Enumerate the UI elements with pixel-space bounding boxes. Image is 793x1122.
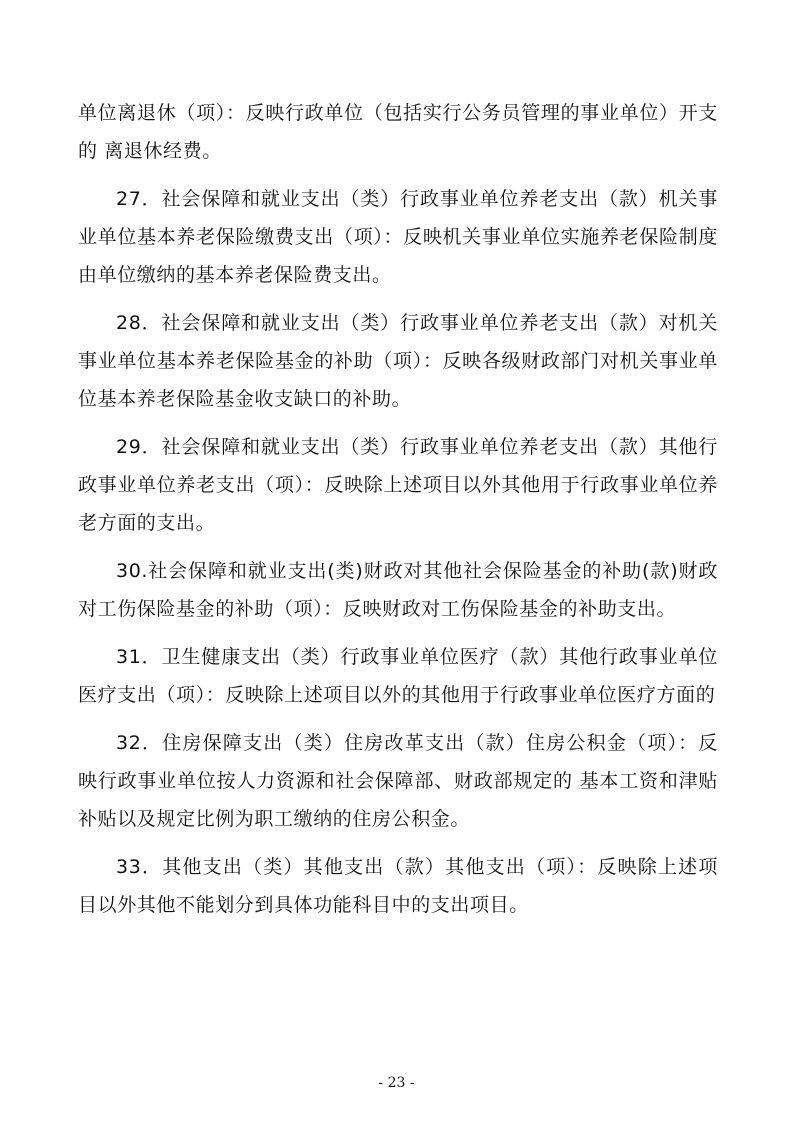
document-body xyxy=(78,94,718,934)
page-number: - 23 - xyxy=(378,1075,415,1091)
paragraph-item-31: 31．卫生健康支出（类）行政事业单位医疗（款）其他行政事业单位医疗支出（项）：反映除上述项目以外的其他用于行政事业单位医疗方面的 xyxy=(78,646,718,706)
paragraph-item-30: 30.社会保障和就业支出(类)财政对其他社会保险基金的补助(款)财政对工伤保险基金的补助（项）：反映财政对工伤保险基金的补助支出。 xyxy=(78,560,718,620)
paragraph-continuation: 单位离退休（项）：反映行政单位（包括实行公务员管理的事业单位）开支的 离退休经费。 xyxy=(78,102,718,162)
paragraph-item-28: 28．社会保障和就业支出（类）行政事业单位养老支出（款）对机关事业单位基本养老保险基金的补助（项）：反映各级财政部门对机关事业单位基本养老保险基金收支缺口的补助。 xyxy=(78,312,718,410)
paragraph-item-27: 27．社会保障和就业支出（类）行政事业单位养老支出（款）机关事业单位基本养老保险缴费支出（项）：反映机关事业单位实施养老保险制度由单位缴纳的基本养老保险费支出。 xyxy=(78,188,718,286)
paragraph-item-29: 29．社会保障和就业支出（类）行政事业单位养老支出（款）其他行政事业单位养老支出（项）：反映除上述项目以外其他用于行政事业单位养老方面的支出。 xyxy=(78,436,718,534)
paragraph-item-33: 33．其他支出（类）其他支出（款）其他支出（项）：反映除上述项目以外其他不能划分到具体功能科目中的支出项目。 xyxy=(78,856,718,916)
paragraph-item-32: 32．住房保障支出（类）住房改革支出（款）住房公积金（项）：反映行政事业单位按人力资源和社会保障部、财政部规定的 基本工资和津贴补贴以及规定比例为职工缴纳的住房公积金。 xyxy=(78,732,718,830)
